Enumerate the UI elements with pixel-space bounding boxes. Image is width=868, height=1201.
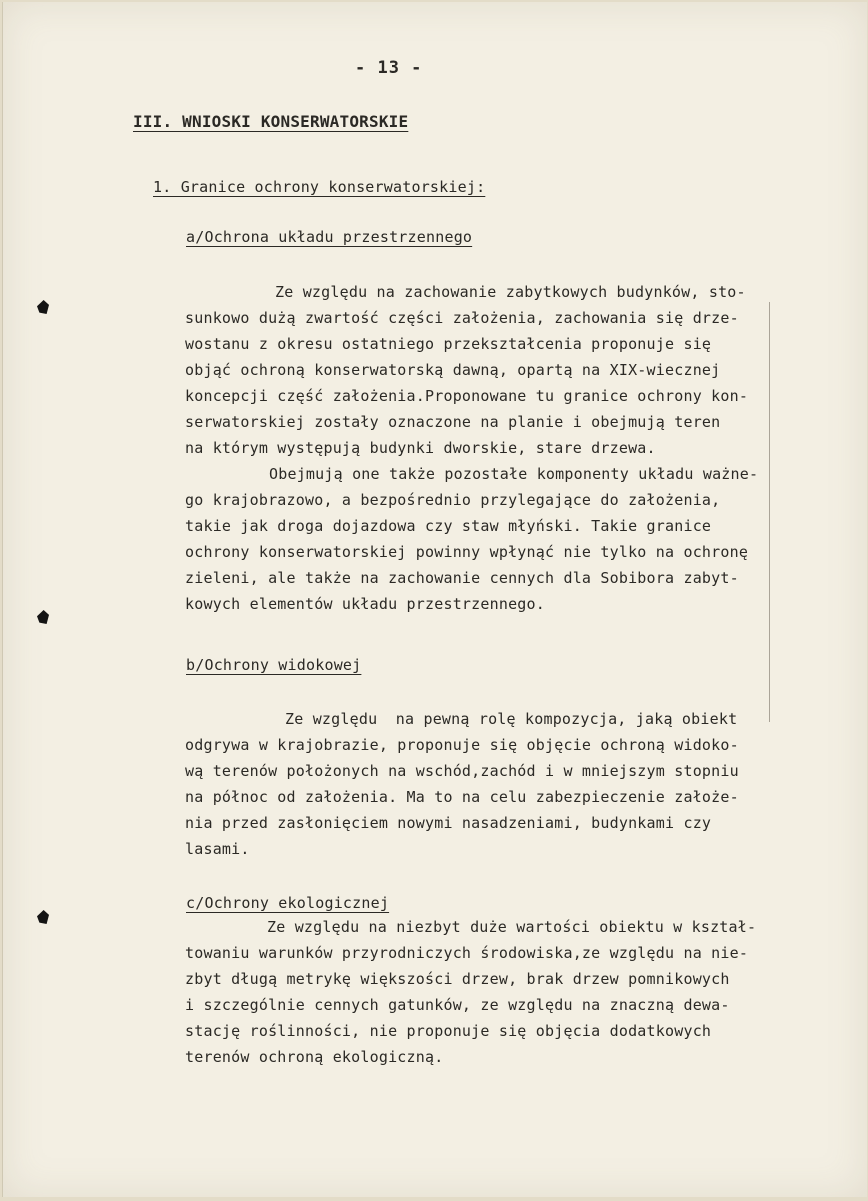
paragraph-line: Ze względu na pewną rolę kompozycja, jaką obiekt [285,710,738,728]
document-page [2,2,867,1197]
page-number: - 13 - [355,58,423,78]
paragraph-line: Ze względu na zachowanie zabytkowych budynków, sto- [275,283,746,301]
paragraph-line: na którym występują budynki dworskie, stare drzewa. [185,439,656,457]
paragraph-line: lasami. [185,840,250,858]
part-b-heading: b/Ochrony widokowej [186,656,362,674]
paragraph-line: nia przed zasłonięciem nowymi nasadzeniami, budynkami czy [185,814,712,832]
paragraph-line: i szczególnie cennych gatunków, ze względu na znaczną dewa- [185,996,730,1014]
paragraph-line: kowych elementów układu przestrzennego. [185,595,545,613]
paragraph-line: odgrywa w krajobrazie, proponuje się objęcie ochroną widoko- [185,736,739,754]
paragraph-line: stację roślinności, nie proponuje się objęcia dodatkowych [185,1022,712,1040]
paragraph-line: ochrony konserwatorskiej powinny wpłynąć nie tylko na ochronę [185,543,749,561]
paragraph-line: objąć ochroną konserwatorską dawną, opartą na XIX-wiecznej [185,361,721,379]
part-c-heading: c/Ochrony ekologicznej [186,894,390,912]
paragraph-line: wostanu z okresu ostatniego przekształcenia proponuje się [185,335,712,353]
section-heading: III. WNIOSKI KONSERWATORSKIE [133,112,409,131]
paragraph-line: serwatorskiej zostały oznaczone na planie i obejmują teren [185,413,721,431]
subsection-heading: 1. Granice ochrony konserwatorskiej: [153,178,486,196]
paragraph-line: koncepcji część założenia.Proponowane tu granice ochrony kon- [185,387,749,405]
paragraph-line: na północ od założenia. Ma to na celu zabezpieczenie założe- [185,788,739,806]
paragraph-line: Obejmują one także pozostałe komponenty układu ważne- [269,465,759,483]
punch-hole [37,300,49,314]
paragraph-line: Ze względu na niezbyt duże wartości obiektu w kształ- [267,918,757,936]
punch-hole [37,610,49,624]
paragraph-line: go krajobrazowo, a bezpośrednio przylegające do założenia, [185,491,721,509]
paragraph-line: takie jak droga dojazdowa czy staw młyński. Takie granice [185,517,712,535]
paragraph-line: zbyt długą metrykę większości drzew, brak drzew pomnikowych [185,970,730,988]
paragraph-line: zieleni, ale także na zachowanie cennych dla Sobibora zabyt- [185,569,739,587]
paragraph-line: sunkowo dużą zwartość części założenia, zachowania się drze- [185,309,739,327]
part-a-heading: a/Ochrona układu przestrzennego [186,228,473,246]
paragraph-line: terenów ochroną ekologiczną. [185,1048,444,1066]
punch-hole [37,910,49,924]
paragraph-line: towaniu warunków przyrodniczych środowiska,ze względu na nie- [185,944,749,962]
margin-rule [769,302,770,722]
paragraph-line: wą terenów położonych na wschód,zachód i w mniejszym stopniu [185,762,739,780]
